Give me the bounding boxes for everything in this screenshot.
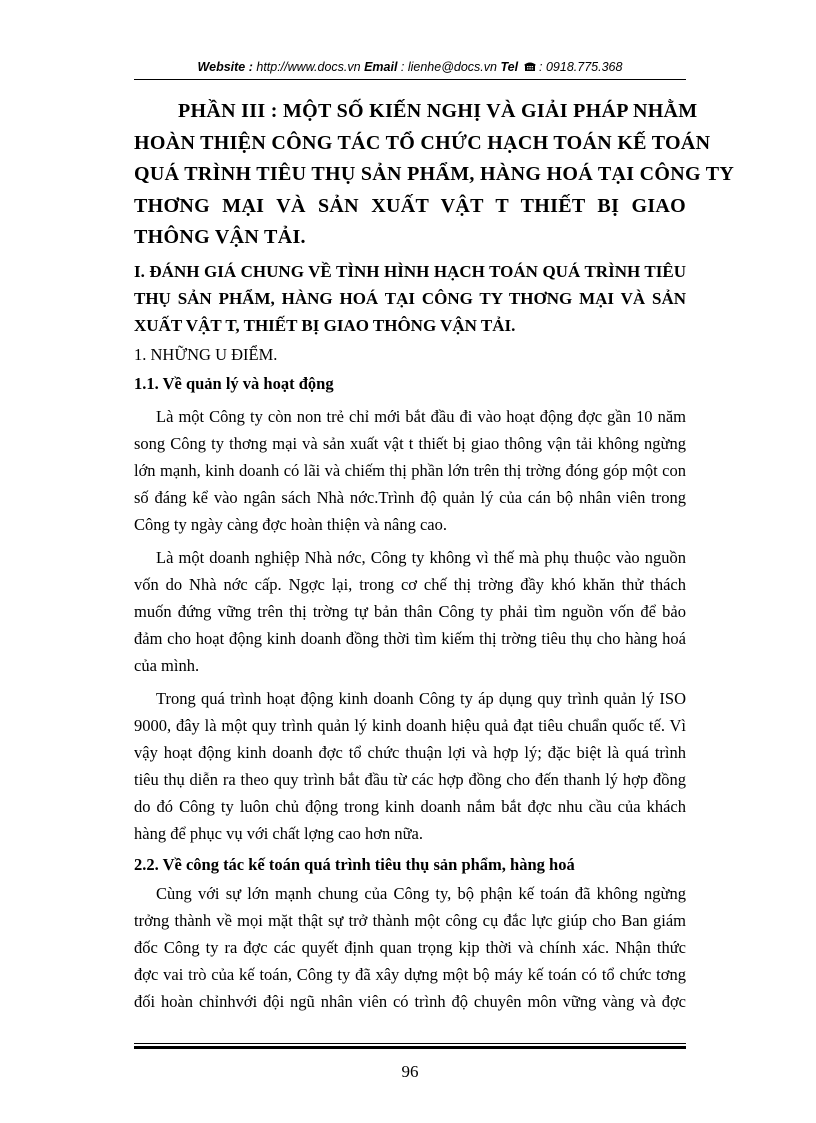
page-number: 96 [401,1062,419,1081]
tel-label: Tel [500,60,519,74]
paragraph-line: trởng thành về mọi mặt thật sự trở thành một công cụ đắc lực giúp cho Ban giám [134,910,686,930]
email-label: Email [364,60,398,74]
title-line: THÔNG VẬN TẢI. [134,226,306,248]
paragraph-line: đảm cho hoạt động kinh doanh đồng thời tìm kiếm thị trờng tiêu thụ cho hàng hoá [134,628,686,648]
website-value[interactable]: http://www.docs.vn [252,60,365,74]
subsection-heading-advantages: 1. NHỮNG U ĐIỂM. [134,344,278,364]
email-value[interactable]: : lienhe@docs.vn [397,60,501,74]
paragraph-line: Trong quá trình hoạt động kinh doanh Công ty áp dụng quy trình quản lý ISO [156,688,686,708]
paragraph-line: tiêu thụ diễn ra theo quy trình bắt đầu từ các hợp đồng cho đến thanh lý hợp đồng [134,769,686,789]
paragraph-1 [134,403,686,538]
paragraph-4 [134,880,686,1015]
paragraph-line: đốc Công ty ra đợc các quyết định quan trọng kịp thời và chính xác. Nhận thức [134,937,686,957]
section-line: I. ĐÁNH GIÁ CHUNG VỀ TÌNH HÌNH HẠCH TOÁN QUÁ TRÌNH TIÊU [134,261,686,281]
header-divider [134,79,686,80]
paragraph-line: Là một Công ty còn non trẻ chỉ mới bắt đầu đi vào hoạt động đợc gần 10 năm [156,406,686,426]
paragraph-2 [134,544,686,679]
paragraph-line: Là một doanh nghiệp Nhà nớc, Công ty không vì thế mà phụ thuộc vào nguồn [156,547,686,567]
website-label: Website : [197,60,253,74]
part-title [134,96,735,254]
paragraph-line: đợc vai trò của kế toán, Công ty đã xây dựng một bộ máy kế toán có tổ chức tơng [134,964,686,984]
page-header [134,60,686,74]
paragraph-line: song Công ty thơng mại và sản xuất vật t thiết bị giao thông vận tải không ngừng [134,433,686,453]
paragraph-line: vậy hoạt động kinh doanh đợc tổ chức thuận lợi và hợp lý; đặc biệt là quá trình [134,742,686,762]
section-line: XUẤT VẬT T, THIẾT BỊ GIAO THÔNG VẬN TẢI. [134,315,516,335]
section-line: THỤ SẢN PHẨM, HÀNG HOÁ TẠI CÔNG TY THƠNG MẠI VÀ SẢN [134,288,686,308]
title-line: HOÀN THIỆN CÔNG TÁC TỔ CHỨC HẠCH TOÁN KẾ TOÁN [134,131,711,154]
document-body [134,96,735,1015]
paragraph-line: 9000, đây là một quy trình quản lý kinh doanh hiệu quả đạt tiêu chuẩn quốc tế. Vì [134,715,686,735]
footer-divider-thick [134,1046,686,1049]
subsection-heading-management: 1.1. Về quản lý và hoạt động [134,373,334,393]
paragraph-line: số đáng kể vào ngân sách Nhà nớc.Trình độ quản lý của cán bộ nhân viên trong [134,487,686,507]
phone-icon [524,61,536,72]
paragraph-line: của mình. [134,655,200,675]
footer-divider-thin [134,1043,686,1044]
tel-value[interactable]: : 0918.775.368 [535,60,623,74]
paragraph-3 [134,685,686,847]
paragraph-line: lớn mạnh, kinh doanh có lãi và chiếm thị phần lớn trên thị trờng đóng góp một con [134,460,686,480]
title-line: QUÁ TRÌNH TIÊU THỤ SẢN PHẨM, HÀNG HOÁ TẠI CÔNG TY [134,163,735,185]
paragraph-line: đối hoàn chỉnhvới đội ngũ nhân viên có trình độ chuyên môn vững vàng và đợc [134,991,686,1011]
paragraph-line: Cùng với sự lớn mạnh chung của Công ty, bộ phận kế toán đã không ngừng [156,883,686,903]
paragraph-line: vốn do Nhà nớc cấp. Ngợc lại, trong cơ chế thị trờng đầy khó khăn thử thách [134,574,686,594]
title-line: THƠNG MẠI VÀ SẢN XUẤT VẬT T THIẾT BỊ GIAO [134,194,686,217]
paragraph-line: Công ty ngày càng đợc hoàn thiện và nâng cao. [134,514,447,534]
paragraph-line: muốn đứng vững trên thị trờng tự bản thân Công ty phải tìm nguồn vốn để bảo [134,601,686,621]
paragraph-line: hàng để phục vụ với chất lợng cao hơn nữa. [134,823,423,843]
section-heading [134,258,686,339]
subsection-heading-accounting: 2.2. Về công tác kế toán quá trình tiêu thụ sản phẩm, hàng hoá [134,854,575,874]
paragraph-line: do đó Công ty luôn chủ động trong kinh doanh nắm bắt đợc nhu cầu của khách [134,796,686,816]
title-line: PHẦN III : MỘT SỐ KIẾN NGHỊ VÀ GIẢI PHÁP NHẰM [178,100,698,122]
